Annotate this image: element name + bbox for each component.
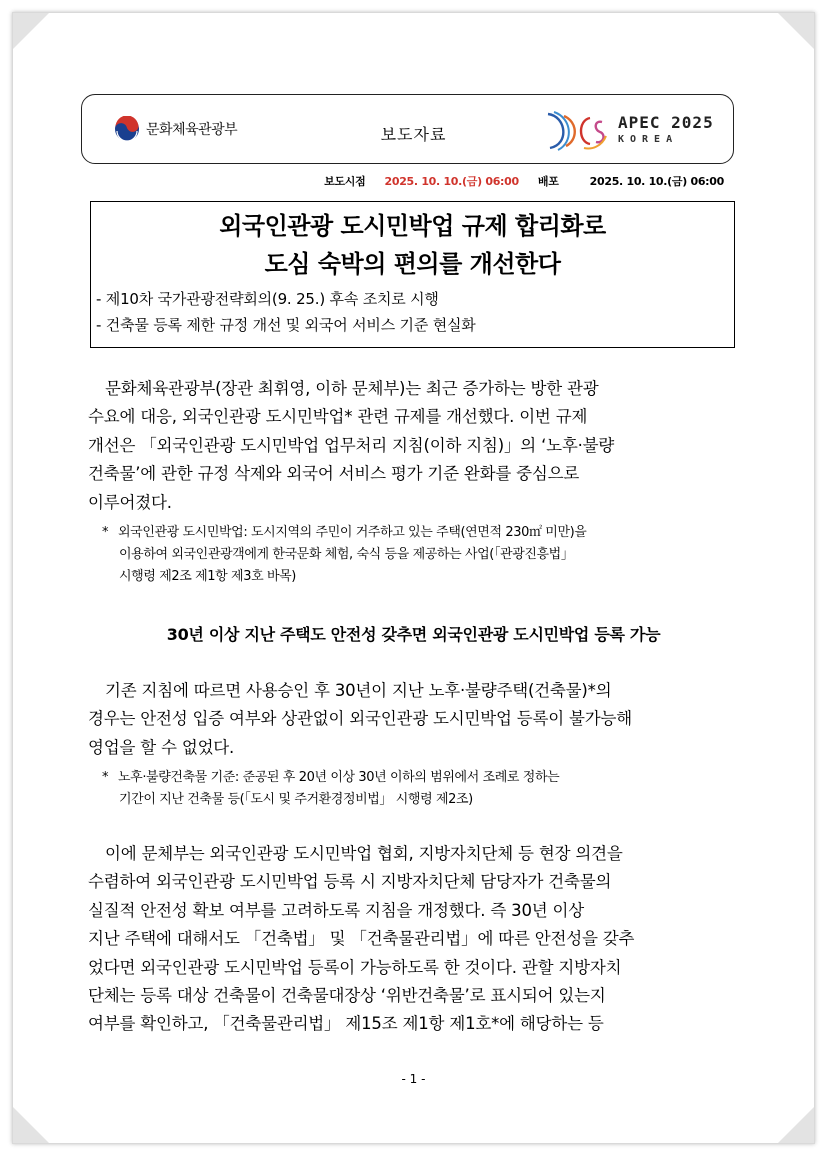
note-line: 노후·불량건축물 기준: 준공된 후 20년 이상 30년 이하의 범위에서 조례로 정하는 (118, 770, 560, 785)
text-line: 건축물’에 관한 규정 삭제와 외국어 서비스 평가 기준 완화를 중심으로 (88, 464, 580, 484)
page-corner-fold (778, 13, 814, 49)
note-line: 기간이 지난 건축물 등(「도시 및 주거환경정비법」 시행령 제2조) (119, 792, 473, 807)
page-corner-fold (13, 13, 49, 49)
document-type-label: 보도자료 (380, 125, 447, 144)
text-line: 문화체육관광부(장관 최휘영, 이하 문체부)는 최근 증가하는 방한 관광 (105, 379, 599, 398)
embargo-value: 2025. 10. 10.(금) 06:00 (384, 175, 519, 188)
distribution-label: 배포 (537, 175, 559, 188)
note-line: 외국인관광 도시민박업: 도시지역의 주민이 거주하고 있는 주택(연면적 230㎡ 미만)을 (118, 525, 587, 540)
paragraph-previous-rule (88, 677, 738, 762)
paragraph-revision (88, 840, 738, 1039)
subheadline-2: - 건축물 등록 제한 규정 개선 및 외국어 서비스 기준 현실화 (96, 316, 476, 334)
page-corner-fold (778, 1107, 814, 1143)
apec-title: APEC 2025 (618, 113, 714, 132)
apec-subtitle: KOREA (618, 134, 679, 145)
footnote-old-building: * 노후·불량건축물 기준: 준공된 후 20년 이상 30년 이하의 범위에서 조례로 정하는 기간이 지난 건축물 등(「도시 및 주거환경정비법」 시행령 제2조) (102, 767, 742, 811)
text-line: 었다면 외국인관광 도시민박업 등록이 가능하도록 한 것이다. 관할 지방자치 (88, 957, 622, 977)
text-line: 기존 지침에 따르면 사용승인 후 30년이 지난 노후·불량주택(건축물)*의 (105, 681, 612, 700)
note-line: 시행령 제2조 제1항 제3호 바목) (119, 569, 296, 584)
headline-line-2: 도심 숙박의 편의를 개선한다 (264, 250, 561, 278)
release-info (324, 173, 724, 189)
apec-logo (544, 106, 714, 154)
embargo-label: 보도시점 (324, 175, 366, 188)
note-line: 이용하여 외국인관광객에게 한국문화 체험, 숙식 등을 제공하는 사업(「관광진흥법」 (119, 547, 574, 562)
text-line: 경우는 안전성 입증 여부와 상관없이 외국인관광 도시민박업 등록이 불가능해 (88, 709, 633, 729)
text-line: 실질적 안전성 확보 여부를 고려하도록 지침을 개정했다. 즉 30년 이상 (88, 900, 584, 920)
text-line: 단체는 등록 대상 건축물이 건축물대장상 ‘위반건축물’로 표시되어 있는지 (88, 986, 606, 1006)
headline-line-1: 외국인관광 도시민박업 규제 합리화로 (219, 212, 606, 240)
text-line: 개선은 「외국인관광 도시민박업 업무처리 지침(이하 지침)」의 ‘노후·불량 (88, 435, 615, 455)
section-heading: 30년 이상 지난 주택도 안전성 갖추면 외국인관광 도시민박업 등록 가능 (166, 625, 661, 644)
text-line: 수요에 대응, 외국인관광 도시민박업* 관련 규제를 개선했다. 이번 규제 (88, 407, 588, 427)
apec-emblem-icon (544, 106, 612, 154)
distribution-value: 2025. 10. 10.(금) 06:00 (589, 175, 724, 188)
text-line: 지난 주택에 대해서도 「건축법」 및 「건축물관리법」에 따른 안전성을 갖추 (88, 929, 635, 949)
subheadline-1: - 제10차 국가관광전략회의(9. 25.) 후속 조치로 시행 (96, 290, 439, 308)
text-line: 이에 문체부는 외국인관광 도시민박업 협회, 지방자치단체 등 현장 의견을 (105, 844, 623, 863)
page-corner-fold (13, 1107, 49, 1143)
title-box (90, 201, 735, 348)
page-number: - 1 - (401, 1072, 426, 1086)
text-line: 영업을 할 수 없었다. (88, 737, 235, 757)
text-line: 이루어졌다. (88, 492, 172, 512)
paragraph-intro (88, 375, 738, 517)
footnote-minbak: * 외국인관광 도시민박업: 도시지역의 주민이 거주하고 있는 주택(연면적 230㎡ 미만)을 이용하여 외국인관광객에게 한국문화 체험, 숙식 등을 제공하는 사업(「관광진흥법」 시행령 제2조 제1항 제3호 바목) (102, 522, 742, 588)
text-line: 여부를 확인하고, 「건축물관리법」 제15조 제1항 제1호*에 해당하는 등 (88, 1014, 604, 1034)
text-line: 수렴하여 외국인관광 도시민박업 등록 시 지방자치단체 담당자가 건축물의 (88, 872, 612, 892)
ministry-name: 문화체육관광부 (146, 122, 238, 138)
